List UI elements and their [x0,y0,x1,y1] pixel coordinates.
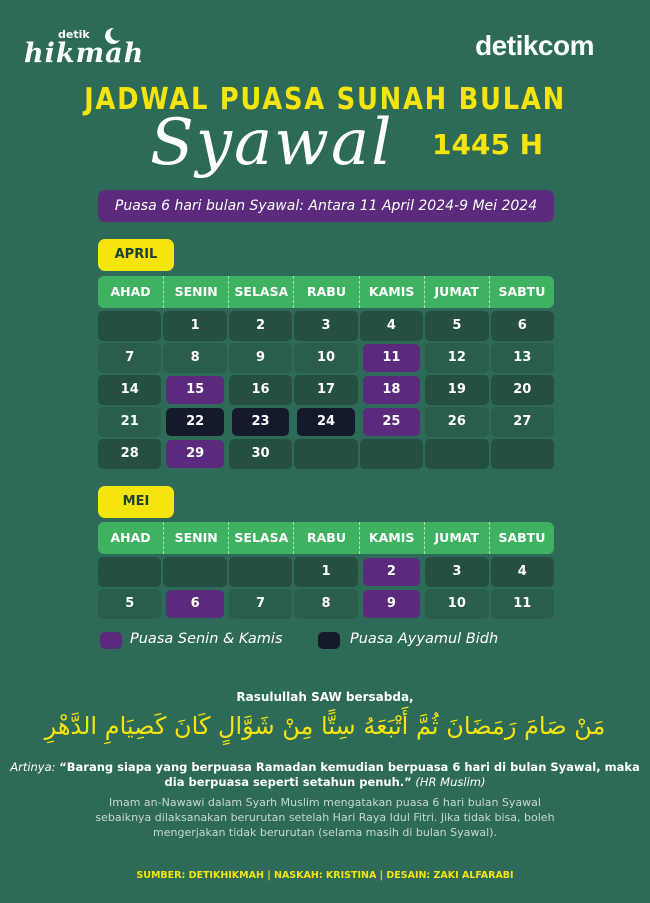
weekday-senin: SENIN [163,276,228,308]
calendar-day: 2 [363,558,420,586]
calendar-day: 2 [229,311,292,341]
nawawi-note: Imam an-Nawawi dalam Syarh Muslim mengatakan puasa 6 hari bulan Syawal sebaiknya dilaksanakan berurutan setelah Hari Raya Idul Fitri. Jika tidak bisa, boleh mengerjakan tidak berurutan (selama masih di bulan Syawal). [95,796,555,839]
calendar-day: 25 [363,408,420,436]
calendar-day: 11 [363,344,420,372]
calendar-day: 3 [425,557,488,587]
calendar-day: 8 [294,589,357,619]
calendar-week-row [98,407,554,437]
detik-hikmah-logo [24,26,145,72]
calendar-week-row [98,557,554,587]
calendar-day: 9 [229,343,292,373]
calendar-week-row [98,439,554,469]
calendar-empty-cell [98,311,161,341]
weekday-jumat: JUMAT [424,522,489,554]
hadith-arabic: مَنْ صَامَ رَمَضَانَ ثُمَّ أَتْبَعَهُ سِتًّا مِنْ شَوَّالٍ كَانَ كَصِيَامِ الدَّهْرِ [44,712,606,740]
calendar-day: 4 [360,311,423,341]
legend-senin-kamis-label: Puasa Senin & Kamis [130,631,283,647]
calendar-day: 19 [425,375,488,405]
calendar-week-row [98,375,554,405]
calendar-day: 28 [98,439,161,469]
calendar-day: 12 [425,343,488,373]
calendar-day: 13 [491,343,554,373]
logo-small-text: detik [58,28,90,41]
month-badge-april: APRIL [98,239,174,271]
calendar-day: 6 [491,311,554,341]
calendar-week-row [98,589,554,619]
calendar-day: 10 [425,589,488,619]
calendar-day: 8 [163,343,226,373]
calendar-day: 5 [425,311,488,341]
weekday-rabu: RABU [293,276,358,308]
calendar-day: 17 [294,375,357,405]
footer-credits: SUMBER: DETIKHIKMAH | NASKAH: KRISTINA | DESAIN: ZAKI ALFARABI [136,870,514,881]
weekday-header [98,522,554,554]
calendar-mei [98,522,554,619]
hadith-source: (HR Muslim) [415,775,486,789]
calendar-day: 7 [98,343,161,373]
calendar-day: 22 [166,408,223,436]
calendar-empty-cell [491,439,554,469]
calendar-april [98,276,554,469]
hadith-translation [0,760,650,790]
calendar-day: 21 [98,407,161,437]
month-badge-mei: MEI [98,486,174,518]
calendar-day: 16 [229,375,292,405]
detikcom-logo: detikcom [475,30,594,61]
calendar-day: 10 [294,343,357,373]
artinya-label: Artinya: [10,760,56,774]
calendar-empty-cell [98,557,161,587]
calendar-day: 18 [363,376,420,404]
calendar-day: 6 [166,590,223,618]
calendar-empty-cell [425,439,488,469]
calendar-empty-cell [229,557,292,587]
weekday-selasa: SELASA [228,522,293,554]
weekday-senin: SENIN [163,522,228,554]
calendar-day: 9 [363,590,420,618]
weekday-selasa: SELASA [228,276,293,308]
calendar-day: 5 [98,589,161,619]
weekday-kamis: KAMIS [359,276,424,308]
calendar-day: 11 [491,589,554,619]
calendar-day: 20 [491,375,554,405]
weekday-ahad: AHAD [110,530,151,545]
legend-dark-swatch [318,632,340,649]
calendar-empty-cell [360,439,423,469]
weekday-jumat: JUMAT [424,276,489,308]
calendar-day: 27 [491,407,554,437]
info-banner: Puasa 6 hari bulan Syawal: Antara 11 April 2024-9 Mei 2024 [98,190,554,222]
logo-big-text: hikmah [24,38,145,69]
calendar-day: 30 [229,439,292,469]
weekday-header [98,276,554,308]
title-script: Syawal [150,106,394,180]
title-year: 1445 H [432,128,544,161]
weekday-ahad: AHAD [110,284,151,299]
calendar-day: 14 [98,375,161,405]
calendar-day: 1 [294,557,357,587]
calendar-day: 29 [166,440,223,468]
calendar-day: 23 [232,408,289,436]
artinya-text: “Barang siapa yang berpuasa Ramadan kemudian berpuasa 6 hari di bulan Syawal, maka dia berpuasa seperti setahun penuh.” [59,760,640,789]
legend-ayyamul-bidh-label: Puasa Ayyamul Bidh [350,631,499,647]
weekday-rabu: RABU [293,522,358,554]
weekday-kamis: KAMIS [359,522,424,554]
calendar-week-row [98,343,554,373]
calendar-empty-cell [163,557,226,587]
calendar-empty-cell [294,439,357,469]
legend-purple-swatch [100,632,122,649]
weekday-sabtu: SABTU [489,522,554,554]
calendar-day: 26 [425,407,488,437]
calendar-week-row [98,311,554,341]
hadith-intro: Rasulullah SAW bersabda, [236,690,414,704]
calendar-day: 4 [491,557,554,587]
calendar-day: 1 [163,311,226,341]
calendar-day: 7 [229,589,292,619]
page-title: JADWAL PUASA SUNAH BULAN [84,82,566,117]
weekday-sabtu: SABTU [489,276,554,308]
calendar-day: 15 [166,376,223,404]
calendar-day: 24 [297,408,354,436]
calendar-day: 3 [294,311,357,341]
